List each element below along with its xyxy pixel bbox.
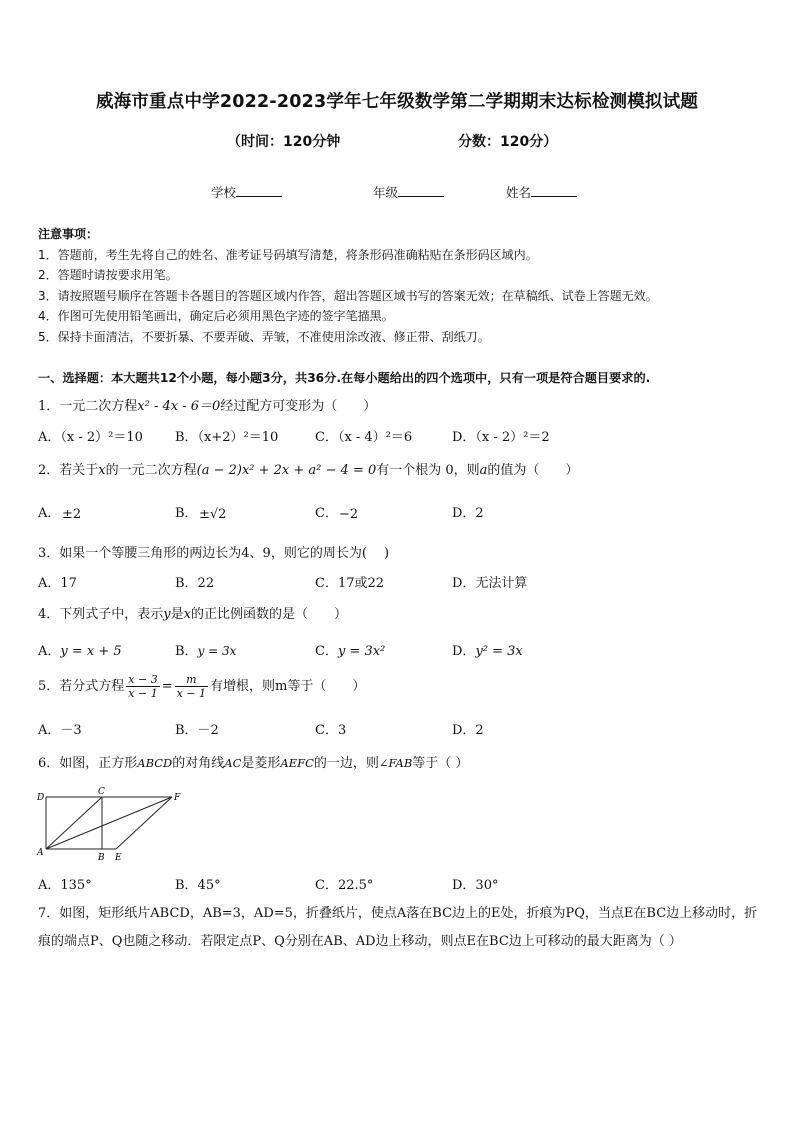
- question-7-text: 7．如图，矩形纸片ABCD，AB=3，AD=5，折叠纸片，使点A落在BC边上的E处，折痕为PQ，当点E在BC边上移动时，折痕的端点P、Q也随之移动．若限定点P、Q分别在AB、AD边上移动，则点E在BC边上可移动的最大距离为（ ）: [38, 906, 758, 949]
- question-3-stem: 3．如果一个等腰三角形的两边长为4、9，则它的周长为( ): [38, 546, 390, 561]
- notice-item: 2．答题时请按要求用笔。: [38, 268, 178, 282]
- q6-option-d[interactable]: D．30°: [452, 878, 499, 893]
- notice-item: 5．保持卡面清洁，不要折暴、不要弄破、弄皱，不准使用涂改液、修正带、刮纸刀。: [38, 330, 490, 344]
- notice-item: 3．请按照题号顺序在答题卡各题目的答题区域内作答，超出答题区域书写的答案无效；在草稿纸、试卷上答题无效。: [38, 289, 658, 303]
- q2-option-c[interactable]: C．: [315, 506, 338, 521]
- q5-option-a[interactable]: A．－3: [38, 723, 82, 738]
- q2-option-c-value: −2: [339, 507, 359, 522]
- q5-option-d[interactable]: D．2: [452, 723, 484, 738]
- exam-time: （时间：120分钟: [227, 134, 341, 150]
- q4-option-a[interactable]: A．y = x + 5: [38, 644, 122, 659]
- label-d: D: [37, 793, 45, 803]
- question-1-stem: 1．一元二次方程x² - 4x - 6＝0经过配方可变形为（ ）: [38, 399, 377, 414]
- edge-ef: [116, 797, 172, 849]
- q1-option-a[interactable]: A．（x - 2）²＝10: [38, 430, 143, 445]
- q5-option-c[interactable]: C．3: [315, 723, 347, 738]
- q3-option-b[interactable]: B．22: [175, 576, 215, 591]
- q6-figure: [34, 785, 194, 865]
- grade-blank: [398, 184, 444, 197]
- q6-option-a[interactable]: A．135°: [38, 878, 92, 893]
- q2-option-a-value: ±2: [62, 507, 82, 522]
- q5-fraction-left: $\frac{x - 3}{x - 1}$: [128, 673, 158, 700]
- notice-item: 4．作图可先使用铅笔画出，确定后必须用黑色字迹的签字笔描黑。: [38, 309, 394, 323]
- q1-option-c[interactable]: C．（x - 4）²＝6: [315, 430, 413, 445]
- q2-option-b-value: ±√2: [199, 507, 227, 522]
- label-b: B: [98, 853, 105, 863]
- exam-title: 威海市重点中学2022-2023学年七年级数学第二学期期末达标检测模拟试题: [95, 92, 699, 112]
- notice-heading: 注意事项：: [38, 227, 99, 241]
- label-e: E: [115, 853, 122, 863]
- diagonal-ac: [46, 797, 102, 849]
- name-blank: [531, 184, 577, 197]
- q2-option-d[interactable]: D．2: [452, 506, 484, 521]
- q2-option-a[interactable]: A．: [38, 506, 61, 521]
- q4-option-b[interactable]: B．y = 3x: [175, 644, 237, 659]
- notice-item: 1．答题前，考生先将自己的姓名、准考证号码填写清楚，将条形码准确粘贴在条形码区域内。: [38, 248, 538, 262]
- q5-option-b[interactable]: B．－2: [175, 723, 219, 738]
- q3-option-c[interactable]: C．17或22: [315, 576, 385, 591]
- q5-fraction-right: $\frac{m}{x - 1}$: [176, 673, 207, 700]
- school-field[interactable]: [211, 183, 282, 201]
- question-6-stem: 6．如图，正方形ABCD的对角线AC是菱形AEFC的一边，则∠FAB等于（ ）: [38, 756, 469, 771]
- q6-option-b[interactable]: B．45°: [175, 878, 221, 893]
- q1-option-b[interactable]: B．（x+2）²＝10: [175, 430, 279, 445]
- q4-option-c[interactable]: C．y = 3x²: [315, 644, 386, 659]
- name-field[interactable]: [506, 183, 577, 201]
- q6-option-c[interactable]: C．22.5°: [315, 878, 374, 893]
- q4-option-d[interactable]: D．y² = 3x: [452, 644, 523, 659]
- q2-equation: (a − 2)x² + 2x + a² − 4 = 0: [196, 463, 377, 478]
- school-label: 学校: [211, 185, 237, 200]
- q3-option-a[interactable]: A．17: [38, 576, 77, 591]
- section-heading: 一、选择题：本大题共12个小题，每小题3分，共36分.在每小题给出的四个选项中，只有一项是符合题目要求的.: [38, 371, 651, 385]
- label-c: C: [98, 787, 105, 797]
- school-blank: [236, 184, 282, 197]
- name-label: 姓名: [506, 185, 532, 200]
- q2-option-b[interactable]: B．: [175, 506, 198, 521]
- grade-field[interactable]: [373, 183, 444, 201]
- q1-equation: x² - 4x - 6＝0: [137, 399, 221, 414]
- q3-option-d[interactable]: D．无法计算: [452, 576, 528, 591]
- question-4-stem: 4．下列式子中，表示y是x的正比例函数的是（ ）: [38, 607, 348, 622]
- grade-label: 年级: [373, 185, 399, 200]
- question-2-stem: 2．若关于x的一元二次方程(a − 2)x² + 2x + a² − 4 = 0有一个根为 0，则a的值为（ ）: [38, 463, 579, 478]
- label-f: F: [174, 793, 181, 803]
- q1-option-d[interactable]: D．（x - 2）²＝2: [452, 430, 550, 445]
- label-a: A: [37, 848, 44, 858]
- question-5-stem: 5．若分式方程 $\frac{x - 3}{x - 1}$ = $\frac{m}{x - 1}$ 有增根，则m等于（ ）: [38, 673, 366, 700]
- diagonal-af: [46, 797, 172, 849]
- exam-score: 分数：120分）: [458, 134, 558, 150]
